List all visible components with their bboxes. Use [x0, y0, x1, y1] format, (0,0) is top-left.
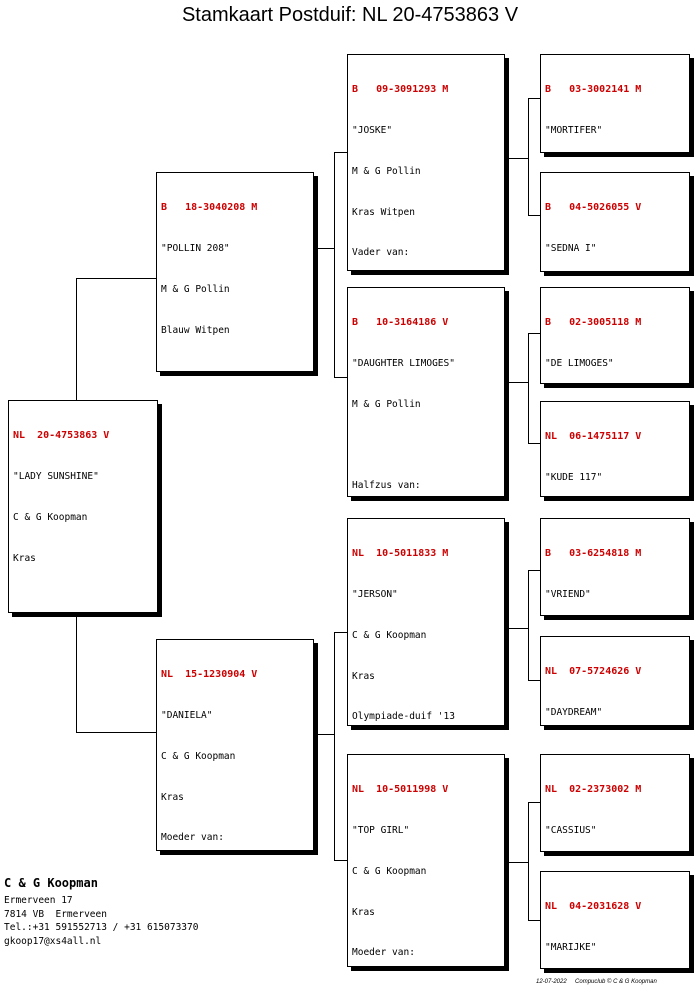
pedigree-card-father[interactable] — [156, 172, 314, 372]
pedigree-card-fmf[interactable] — [540, 287, 690, 384]
pigeon-name: "LADY SUNSHINE" — [13, 470, 99, 482]
connector — [528, 333, 529, 443]
pigeon-name: "DE LIMOGES" — [545, 357, 614, 369]
pigeon-name: "SEDNA I" — [545, 242, 597, 254]
pigeon-name: "JOSKE" — [352, 124, 393, 136]
ring-number: NL 04-2031628 V — [545, 901, 642, 913]
pigeon-name: "JERSON" — [352, 588, 398, 600]
breeder-name: C & G Koopman — [4, 876, 98, 890]
ring-number: B 02-3005118 M — [545, 317, 642, 329]
connector — [504, 628, 529, 629]
info-line: Vader van: — [352, 247, 410, 259]
ring-number: B 18-3040208 M — [161, 202, 258, 214]
ring-number: NL 06-1475117 V — [545, 431, 642, 443]
pigeon-name: "POLLIN 208" — [161, 242, 230, 254]
owner: M & G Pollin — [352, 165, 421, 177]
connector — [528, 443, 540, 444]
breeder-address: Ermerveen 17 — [4, 895, 73, 906]
breeder-postcode: 7814 VB Ermerveen — [4, 908, 107, 920]
pedigree-card-mff[interactable] — [540, 518, 690, 616]
pedigree-card-father-father[interactable] — [347, 54, 505, 271]
ring-number: NL 10-5011998 V — [352, 784, 449, 796]
connector — [528, 215, 540, 216]
pigeon-name: "DAYDREAM" — [545, 706, 603, 718]
connector — [334, 632, 348, 633]
pedigree-card-mother-father[interactable] — [347, 518, 505, 726]
connector — [504, 382, 529, 383]
connector — [313, 248, 335, 249]
pedigree-card-mmf[interactable] — [540, 754, 690, 852]
owner: C & G Koopman — [352, 629, 427, 641]
spacer — [13, 592, 153, 613]
owner: C & G Koopman — [13, 511, 88, 523]
info-line: Blauw Witpen — [161, 324, 230, 336]
connector — [528, 333, 540, 334]
ring-number: B 10-3164186 V — [352, 317, 449, 329]
pigeon-name: "MORTIFER" — [545, 124, 603, 136]
info-line: Olympiade-duif '13 — [352, 711, 455, 723]
info-line: Kras — [161, 791, 184, 803]
ring-number: B 04-5026055 V — [545, 202, 642, 214]
owner: C & G Koopman — [161, 750, 236, 762]
ring-number: NL 20-4753863 V — [13, 430, 110, 442]
ring-number: NL 10-5011833 M — [352, 548, 449, 560]
info-line: Moeder van: — [161, 832, 224, 844]
pigeon-name: "VRIEND" — [545, 588, 591, 600]
connector — [528, 680, 540, 681]
connector — [504, 158, 529, 159]
info-line — [352, 439, 500, 453]
connector — [528, 570, 529, 680]
connector — [334, 632, 335, 860]
info-line: Halfzus van: — [352, 480, 421, 492]
pedigree-card-mfm[interactable] — [540, 636, 690, 726]
breeder-contact — [4, 894, 198, 948]
connector — [334, 152, 335, 377]
connector — [334, 860, 348, 861]
info-line: Kras — [352, 906, 375, 918]
breeder-email[interactable]: gkoop17@xs4all.nl — [4, 935, 102, 947]
info-line: Kras — [352, 670, 375, 682]
pedigree-card-fmm[interactable] — [540, 401, 690, 497]
ring-number: NL 15-1230904 V — [161, 669, 258, 681]
connector — [76, 278, 156, 279]
connector — [528, 98, 540, 99]
connector — [313, 734, 335, 735]
owner: M & G Pollin — [352, 398, 421, 410]
ring-number: NL 02-2373002 M — [545, 784, 642, 796]
color: Kras — [13, 552, 36, 564]
connector — [76, 612, 77, 732]
owner: C & G Koopman — [352, 865, 427, 877]
info-line: Kras Witpen — [352, 206, 415, 218]
connector — [528, 802, 540, 803]
pigeon-name: "TOP GIRL" — [352, 824, 410, 836]
connector — [504, 862, 529, 863]
connector — [528, 920, 540, 921]
connector — [528, 570, 540, 571]
pedigree-card-subject[interactable] — [8, 400, 158, 613]
pedigree-card-father-mother[interactable] — [347, 287, 505, 497]
ring-number: B 03-3002141 M — [545, 84, 642, 96]
pigeon-name: "DAUGHTER LIMOGES" — [352, 357, 455, 369]
breeder-phone: Tel.:+31 591552713 / +31 615073370 — [4, 922, 199, 934]
page-title: Stamkaart Postduif: NL 20-4753863 V — [181, 4, 519, 26]
pedigree-card-ffm[interactable] — [540, 172, 690, 272]
ring-number: B 09-3091293 M — [352, 84, 449, 96]
ring-number: B 03-6254818 M — [545, 548, 642, 560]
connector — [528, 802, 529, 920]
connector — [76, 278, 77, 402]
connector — [334, 377, 348, 378]
pedigree-card-fff[interactable] — [540, 54, 690, 153]
connector — [76, 732, 156, 733]
pigeon-name: "KUDE 117" — [545, 471, 603, 483]
pedigree-card-mother-mother[interactable] — [347, 754, 505, 967]
ring-number: NL 07-5724626 V — [545, 666, 642, 678]
info-line: Moeder van: — [352, 947, 415, 959]
footer-credit: 12-07-2022 Compuclub © C & G Koopman — [536, 979, 657, 985]
owner: M & G Pollin — [161, 283, 230, 295]
pigeon-name: "MARIJKE" — [545, 941, 597, 953]
connector — [528, 98, 529, 215]
connector — [334, 152, 348, 153]
pigeon-name: "CASSIUS" — [545, 824, 597, 836]
pigeon-name: "DANIELA" — [161, 709, 213, 721]
pedigree-card-mother[interactable] — [156, 639, 314, 851]
pedigree-card-mmm[interactable] — [540, 871, 690, 969]
